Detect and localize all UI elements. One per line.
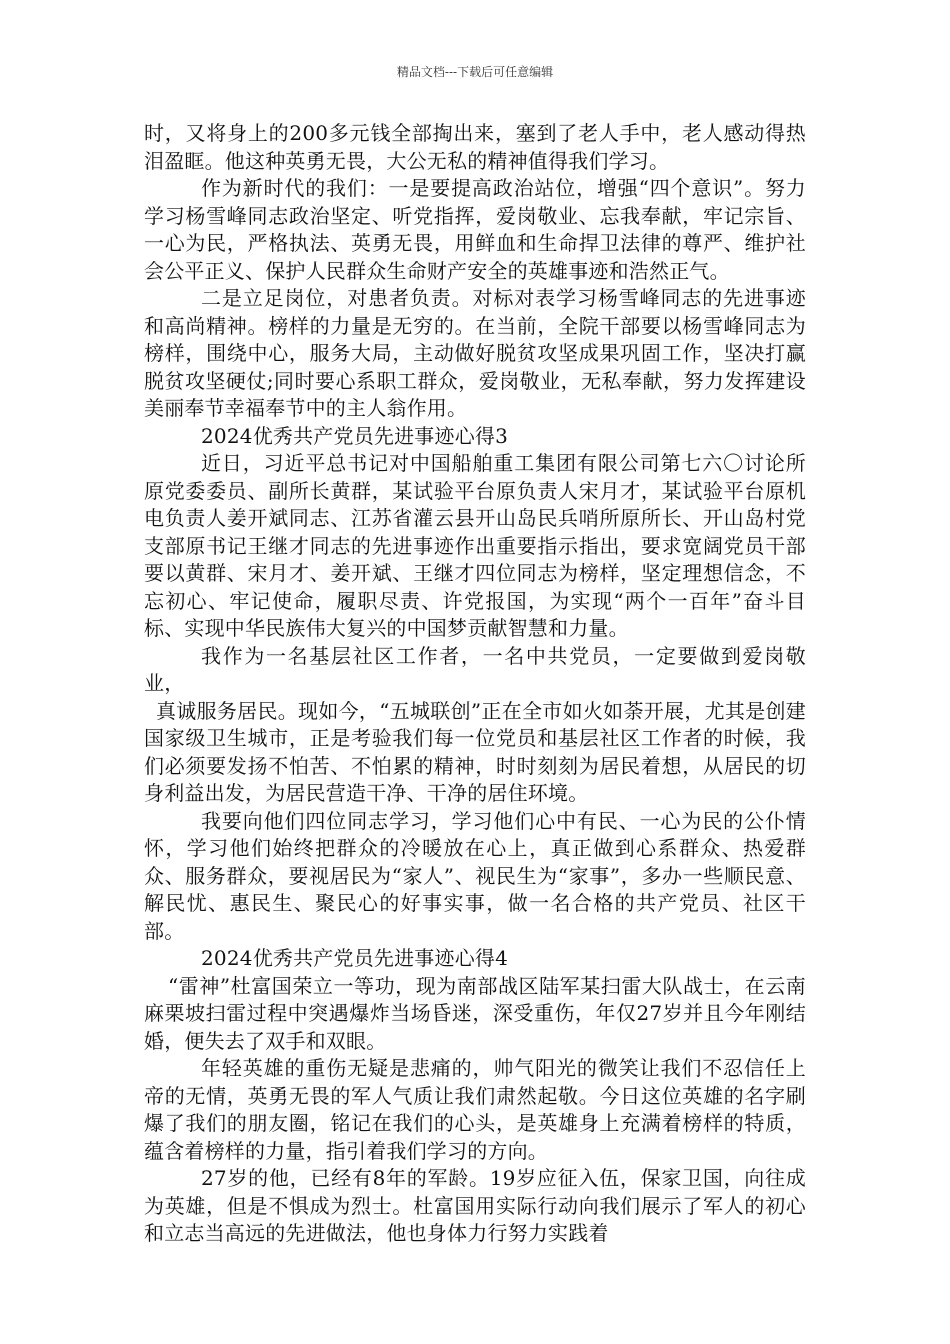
paragraph: 年轻英雄的重伤无疑是悲痛的，帅气阳光的微笑让我们不忍信任上帝的无情，英勇无畏的军人气质让我们肃然起敬。今日这位英雄的名字刷爆了我们的朋友圈，铭记在我们的心头，是英雄身上充满着榜样的特质，蕴含着榜样的力量，指引着我们学习的方向。 — [144, 1056, 806, 1163]
paragraph: 我作为一名基层社区工作者，一名中共党员，一定要做到爱岗敬业， — [144, 643, 806, 695]
paragraph: 时，又将身上的200多元钱全部掏出来，塞到了老人手中，老人感动得热泪盈眶。他这种英勇无畏，大公无私的精神值得我们学习。 — [144, 121, 806, 173]
paragraph: “雷神”杜富国荣立一等功，现为南部战区陆军某扫雷大队战士，在云南麻栗坡扫雷过程中突遇爆炸当场昏迷，深受重伤，年仅27岁并且今年刚结婚，便失去了双手和双眼。 — [144, 973, 806, 1053]
paragraph: 作为新时代的我们：一是要提高政治站位，增强“四个意识”。努力学习杨雪峰同志政治坚定、听党指挥，爱岗敬业、忘我奉献，牢记宗旨、一心为民，严格执法、英勇无畏，用鲜血和生命捍卫法律的尊严、维护社会公平正义、保护人民群众生命财产安全的英雄事迹和浩然正气。 — [144, 176, 806, 283]
paragraph: 真诚服务居民。现如今，“五城联创”正在全市如火如荼开展，尤其是创建国家级卫生城市，正是考验我们每一位党员和基层社区工作者的时候，我们必须要发扬不怕苦、不怕累的精神，时时刻刻为居民着想，从居民的切身利益出发，为居民营造干净、干净的居住环境。 — [144, 698, 806, 805]
paragraph: 我要向他们四位同志学习，学习他们心中有民、一心为民的公仆情怀，学习他们始终把群众的冷暖放在心上，真正做到心系群众、热爱群众、服务群众，要视居民为“家人”、视民生为“家事”，多办一些顺民意、解民忧、惠民生、聚民心的好事实事，做一名合格的共产党员、社区干部。 — [144, 808, 806, 943]
paragraph: 近日，习近平总书记对中国船舶重工集团有限公司第七六〇讨论所原党委委员、副所长黄群，某试验平台原负责人宋月才，某试验平台原机电负责人姜开斌同志、江苏省灌云县开山岛民兵哨所原所长、开山岛村党支部原书记王继才同志的先进事迹作出重要指示指出，要求宽阔党员干部要以黄群、宋月才、姜开斌、王继才四位同志为榜样，坚定理想信念，不忘初心、牢记使命，履职尽责、许党报国，为实现“两个一百年”奋斗目标、实现中华民族伟大复兴的中国梦贡献智慧和力量。 — [144, 451, 806, 640]
paragraph: 二是立足岗位，对患者负责。对标对表学习杨雪峰同志的先进事迹和高尚精神。榜样的力量是无穷的。在当前，全院干部要以杨雪峰同志为榜样，围绕中心，服务大局，主动做好脱贫攻坚成果巩固工作，坚决打赢脱贫攻坚硬仗;同时要心系职工群众，爱岗敬业，无私奉献，努力发挥建设美丽奉节幸福奉节中的主人翁作用。 — [144, 286, 806, 420]
page-header: 精品文档---下载后可任意编辑 — [396, 65, 554, 79]
document-body — [144, 120, 806, 1248]
section-heading: 2024优秀共产党员先进事迹心得3 — [201, 423, 509, 448]
section-heading: 2024优秀共产党员先进事迹心得4 — [201, 946, 509, 970]
paragraph: 27岁的他，已经有8年的军龄。19岁应征入伍，保家卫国，向往成为英雄，但是不惧成为烈士。杜富国用实际行动向我们展示了军人的初心和立志当高远的先进做法，他也身体力行努力实践着 — [144, 1166, 806, 1245]
